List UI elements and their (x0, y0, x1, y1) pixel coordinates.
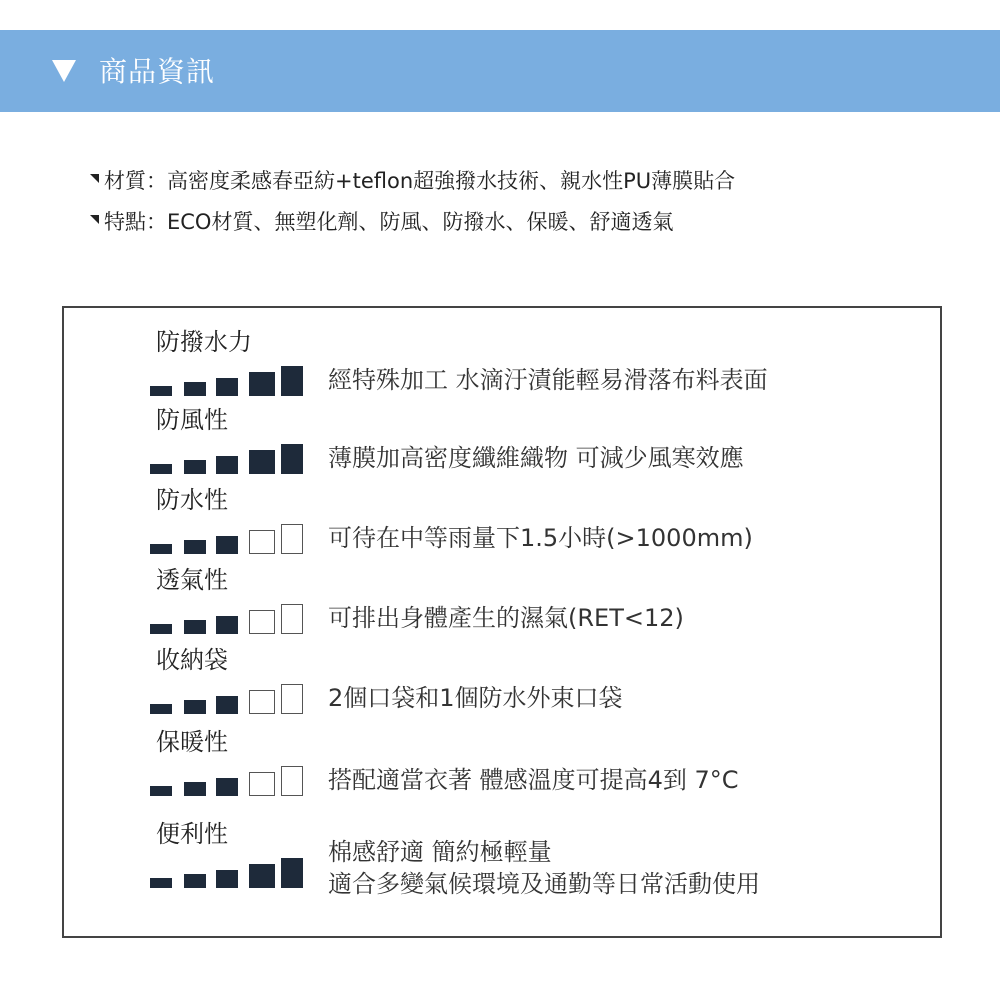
rating-bar-filled (216, 870, 238, 888)
feature-label: 透氣性 (156, 566, 228, 594)
corner-bullet-icon (90, 215, 99, 224)
material-line (90, 166, 735, 196)
rating-bar-filled (249, 372, 275, 396)
features-line (90, 207, 673, 237)
rating-bar-filled (150, 624, 172, 634)
rating-bar-empty (249, 610, 275, 634)
rating-bar-filled (150, 544, 172, 554)
material-text: 材質：高密度柔感春亞紡+teflon超強撥水技術、親水性PU薄膜貼合 (104, 169, 736, 193)
section-header (0, 30, 1000, 112)
rating-bar-filled (184, 620, 206, 634)
rating-bars (150, 520, 310, 554)
rating-bar-empty (281, 766, 303, 796)
feature-label: 防風性 (156, 406, 228, 434)
rating-bar-filled (281, 366, 303, 396)
rating-bar-filled (281, 858, 303, 888)
feature-description (328, 764, 739, 796)
rating-bar-filled (184, 460, 206, 474)
description-line: 薄膜加高密度纖維織物 可減少風寒效應 (328, 444, 744, 472)
rating-bar-filled (150, 878, 172, 888)
feature-label: 防撥水力 (156, 328, 252, 356)
rating-bar-filled (249, 864, 275, 888)
rating-bar-empty (281, 524, 303, 554)
rating-bar-filled (216, 616, 238, 634)
rating-bar-empty (281, 604, 303, 634)
description-line: 搭配適當衣著 體感溫度可提高4到 7°C (328, 766, 739, 794)
rating-bar-filled (150, 704, 172, 714)
rating-bar-filled (184, 700, 206, 714)
features-text: 特點：ECO材質、無塑化劑、防風、防撥水、保暖、舒適透氣 (104, 210, 674, 234)
feature-description (328, 364, 768, 396)
rating-bar-filled (281, 444, 303, 474)
rating-bar-empty (249, 690, 275, 714)
rating-bar-empty (281, 684, 303, 714)
rating-bar-filled (249, 450, 275, 474)
description-line: 可排出身體產生的濕氣(RET<12) (328, 604, 684, 632)
feature-label: 防水性 (156, 486, 228, 514)
feature-description (328, 682, 623, 714)
rating-bars (150, 600, 310, 634)
feature-description (328, 442, 744, 474)
feature-label: 收納袋 (156, 646, 228, 674)
description-line: 適合多變氣候環境及通勤等日常活動使用 (328, 870, 760, 898)
rating-bar-filled (216, 456, 238, 474)
triangle-down-icon (52, 60, 76, 82)
rating-bar-filled (216, 378, 238, 396)
description-line: 可待在中等雨量下1.5小時(>1000mm) (328, 524, 753, 552)
rating-bar-empty (249, 530, 275, 554)
feature-description (328, 836, 760, 900)
feature-label: 保暖性 (156, 728, 228, 756)
feature-label: 便利性 (156, 820, 228, 848)
rating-bar-filled (216, 778, 238, 796)
rating-bars (150, 440, 310, 474)
rating-bars (150, 854, 310, 888)
rating-bar-filled (150, 464, 172, 474)
rating-bars (150, 362, 310, 396)
rating-bar-filled (150, 786, 172, 796)
feature-description (328, 522, 753, 554)
rating-bar-empty (249, 772, 275, 796)
feature-description (328, 602, 684, 634)
description-line: 經特殊加工 水滴汙漬能輕易滑落布料表面 (328, 366, 768, 394)
description-line: 2個口袋和1個防水外束口袋 (328, 684, 623, 712)
rating-bar-filled (184, 382, 206, 396)
corner-bullet-icon (90, 174, 99, 183)
rating-bar-filled (216, 696, 238, 714)
rating-bar-filled (150, 386, 172, 396)
rating-bar-filled (184, 782, 206, 796)
section-title: 商品資訊 (99, 55, 216, 88)
rating-bars (150, 762, 310, 796)
rating-bars (150, 680, 310, 714)
rating-bar-filled (184, 874, 206, 888)
rating-bar-filled (216, 536, 238, 554)
feature-rating-panel (62, 306, 942, 938)
description-line: 棉感舒適 簡約極輕量 (328, 838, 552, 866)
rating-bar-filled (184, 540, 206, 554)
